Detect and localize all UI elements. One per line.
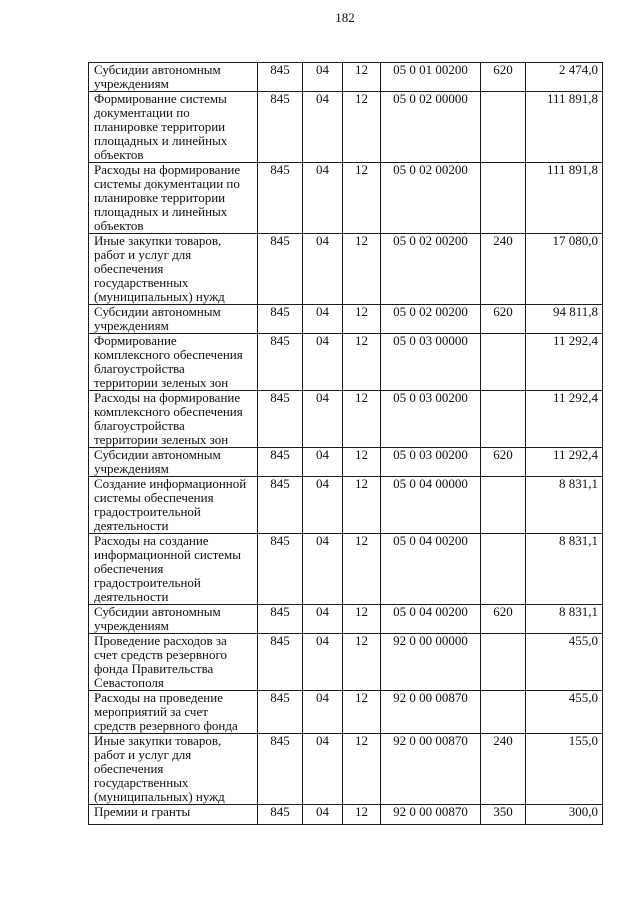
section-code-cell: 04 (303, 391, 343, 448)
department-code-cell: 845 (258, 305, 303, 334)
item-name-cell: Расходы на формирование системы документации по планировке территории площадных и линейных объектов (89, 163, 258, 234)
table-row (89, 734, 603, 805)
item-name-cell: Создание информационной системы обеспечения градостроительной деятельности (89, 477, 258, 534)
section-code-cell: 04 (303, 92, 343, 163)
expense-type-code-cell (481, 391, 526, 448)
department-code-cell: 845 (258, 448, 303, 477)
item-name-cell: Иные закупки товаров, работ и услуг для обеспечения государственных (муниципальных) нужд (89, 234, 258, 305)
section-code-cell: 04 (303, 534, 343, 605)
amount-cell: 455,0 (526, 691, 603, 734)
section-code-cell: 04 (303, 605, 343, 634)
target-article-code-cell: 05 0 04 00200 (381, 534, 481, 605)
section-code-cell: 04 (303, 334, 343, 391)
amount-cell: 94 811,8 (526, 305, 603, 334)
department-code-cell: 845 (258, 534, 303, 605)
expense-type-code-cell: 620 (481, 305, 526, 334)
target-article-code-cell: 05 0 02 00200 (381, 163, 481, 234)
target-article-code-cell: 05 0 01 00200 (381, 63, 481, 92)
table-row (89, 163, 603, 234)
target-article-code-cell: 05 0 03 00200 (381, 391, 481, 448)
subsection-code-cell: 12 (343, 334, 381, 391)
item-name-cell: Формирование системы документации по планировке территории площадных и линейных объектов (89, 92, 258, 163)
expense-type-code-cell (481, 477, 526, 534)
item-name-cell: Субсидии автономным учреждениям (89, 448, 258, 477)
expense-type-code-cell: 240 (481, 234, 526, 305)
target-article-code-cell: 05 0 02 00000 (381, 92, 481, 163)
expense-type-code-cell (481, 534, 526, 605)
item-name-cell: Субсидии автономным учреждениям (89, 63, 258, 92)
target-article-code-cell: 05 0 03 00000 (381, 334, 481, 391)
expense-type-code-cell: 620 (481, 605, 526, 634)
amount-cell: 11 292,4 (526, 334, 603, 391)
expense-type-code-cell: 620 (481, 63, 526, 92)
subsection-code-cell: 12 (343, 477, 381, 534)
amount-cell: 2 474,0 (526, 63, 603, 92)
target-article-code-cell: 05 0 03 00200 (381, 448, 481, 477)
department-code-cell: 845 (258, 805, 303, 825)
subsection-code-cell: 12 (343, 163, 381, 234)
section-code-cell: 04 (303, 477, 343, 534)
amount-cell: 155,0 (526, 734, 603, 805)
table-row (89, 605, 603, 634)
table-row (89, 534, 603, 605)
amount-cell: 455,0 (526, 634, 603, 691)
table-row (89, 391, 603, 448)
department-code-cell: 845 (258, 605, 303, 634)
target-article-code-cell: 92 0 00 00870 (381, 805, 481, 825)
expense-type-code-cell (481, 691, 526, 734)
amount-cell: 111 891,8 (526, 92, 603, 163)
target-article-code-cell: 05 0 02 00200 (381, 234, 481, 305)
table-row (89, 634, 603, 691)
item-name-cell: Субсидии автономным учреждениям (89, 605, 258, 634)
table-row (89, 92, 603, 163)
expense-type-code-cell (481, 92, 526, 163)
expense-type-code-cell: 620 (481, 448, 526, 477)
target-article-code-cell: 92 0 00 00000 (381, 634, 481, 691)
department-code-cell: 845 (258, 163, 303, 234)
expense-type-code-cell (481, 334, 526, 391)
item-name-cell: Расходы на создание информационной системы обеспечения градостроительной деятельности (89, 534, 258, 605)
item-name-cell: Проведение расходов за счет средств резервного фонда Правительства Севастополя (89, 634, 258, 691)
department-code-cell: 845 (258, 234, 303, 305)
table-row (89, 305, 603, 334)
section-code-cell: 04 (303, 805, 343, 825)
expense-type-code-cell (481, 634, 526, 691)
subsection-code-cell: 12 (343, 391, 381, 448)
department-code-cell: 845 (258, 691, 303, 734)
section-code-cell: 04 (303, 634, 343, 691)
target-article-code-cell: 05 0 02 00200 (381, 305, 481, 334)
amount-cell: 8 831,1 (526, 605, 603, 634)
item-name-cell: Формирование комплексного обеспечения благоустройства территории зеленых зон (89, 334, 258, 391)
department-code-cell: 845 (258, 734, 303, 805)
subsection-code-cell: 12 (343, 634, 381, 691)
section-code-cell: 04 (303, 234, 343, 305)
expense-type-code-cell: 350 (481, 805, 526, 825)
item-name-cell: Расходы на формирование комплексного обеспечения благоустройства территории зеленых зон (89, 391, 258, 448)
section-code-cell: 04 (303, 163, 343, 234)
department-code-cell: 845 (258, 92, 303, 163)
amount-cell: 300,0 (526, 805, 603, 825)
subsection-code-cell: 12 (343, 448, 381, 477)
item-name-cell: Премии и гранты (89, 805, 258, 825)
amount-cell: 8 831,1 (526, 534, 603, 605)
subsection-code-cell: 12 (343, 63, 381, 92)
section-code-cell: 04 (303, 448, 343, 477)
subsection-code-cell: 12 (343, 734, 381, 805)
expense-type-code-cell (481, 163, 526, 234)
section-code-cell: 04 (303, 305, 343, 334)
page-number: 182 (335, 10, 355, 25)
department-code-cell: 845 (258, 63, 303, 92)
department-code-cell: 845 (258, 391, 303, 448)
table-row (89, 477, 603, 534)
table-row (89, 805, 603, 825)
subsection-code-cell: 12 (343, 805, 381, 825)
item-name-cell: Иные закупки товаров, работ и услуг для обеспечения государственных (муниципальных) нужд (89, 734, 258, 805)
department-code-cell: 845 (258, 634, 303, 691)
table-row (89, 63, 603, 92)
subsection-code-cell: 12 (343, 605, 381, 634)
amount-cell: 8 831,1 (526, 477, 603, 534)
table-row (89, 234, 603, 305)
table-row (89, 448, 603, 477)
target-article-code-cell: 92 0 00 00870 (381, 691, 481, 734)
section-code-cell: 04 (303, 63, 343, 92)
target-article-code-cell: 05 0 04 00200 (381, 605, 481, 634)
department-code-cell: 845 (258, 477, 303, 534)
budget-table (88, 62, 603, 825)
subsection-code-cell: 12 (343, 305, 381, 334)
target-article-code-cell: 92 0 00 00870 (381, 734, 481, 805)
section-code-cell: 04 (303, 691, 343, 734)
subsection-code-cell: 12 (343, 534, 381, 605)
amount-cell: 17 080,0 (526, 234, 603, 305)
amount-cell: 11 292,4 (526, 448, 603, 477)
table-row (89, 691, 603, 734)
item-name-cell: Субсидии автономным учреждениям (89, 305, 258, 334)
subsection-code-cell: 12 (343, 92, 381, 163)
section-code-cell: 04 (303, 734, 343, 805)
amount-cell: 11 292,4 (526, 391, 603, 448)
table-row (89, 334, 603, 391)
item-name-cell: Расходы на проведение мероприятий за счет средств резервного фонда (89, 691, 258, 734)
department-code-cell: 845 (258, 334, 303, 391)
subsection-code-cell: 12 (343, 234, 381, 305)
amount-cell: 111 891,8 (526, 163, 603, 234)
expense-type-code-cell: 240 (481, 734, 526, 805)
subsection-code-cell: 12 (343, 691, 381, 734)
budget-table-body (89, 63, 603, 825)
target-article-code-cell: 05 0 04 00000 (381, 477, 481, 534)
